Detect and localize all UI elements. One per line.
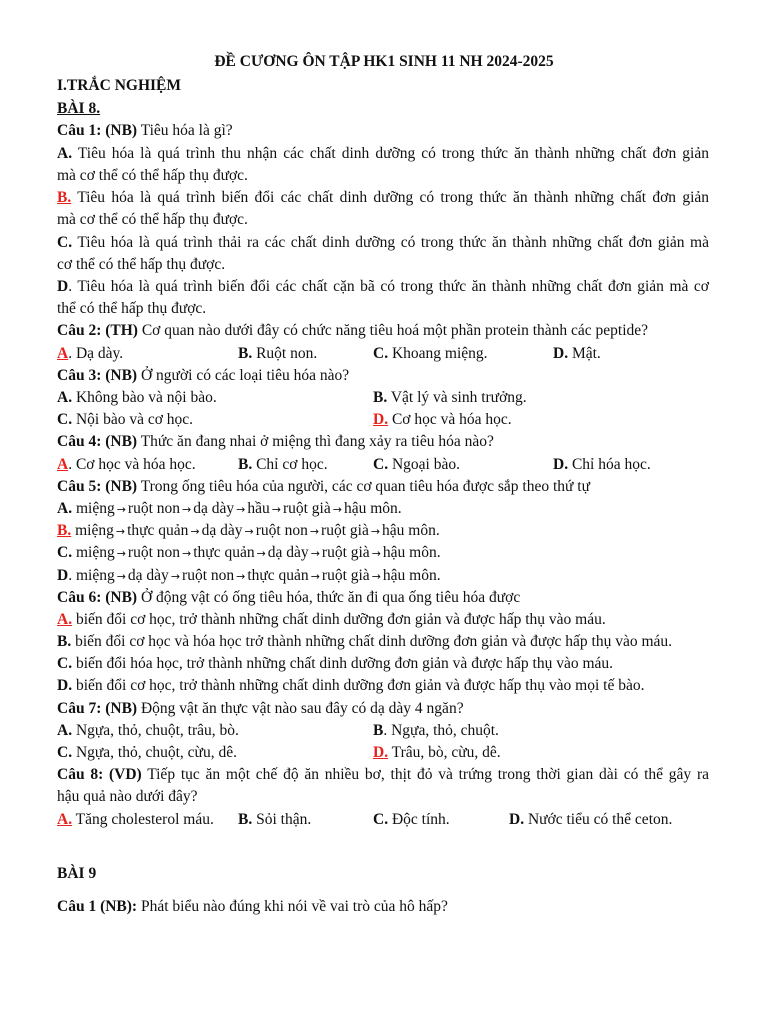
q1-option-d-cont: thể có thể hấp thụ được. bbox=[57, 300, 207, 317]
arrow-icon: → bbox=[370, 525, 381, 538]
arrow-icon: → bbox=[190, 525, 200, 538]
section-heading: I.TRẮC NGHIỆM bbox=[57, 77, 182, 94]
arrow-icon: → bbox=[115, 525, 126, 538]
q1-option-c: C. Tiêu hóa là quá trình thải ra các chất dinh dưỡng có trong thức ăn thành những chất đơn giản mà bbox=[57, 234, 709, 251]
q4-option-b: B. Chỉ cơ học. bbox=[238, 456, 328, 473]
q8-option-d: D. Nước tiểu có thể ceton. bbox=[509, 811, 673, 828]
q2-option-a: A. Dạ dày. bbox=[57, 345, 124, 362]
sequence-item: dạ dày bbox=[127, 567, 169, 584]
arrow-icon: → bbox=[271, 503, 281, 516]
q6-option-b: B. biến đổi cơ học và hóa học trở thành những chất dinh dưỡng đơn giản và được hấp thụ vào máu. bbox=[57, 633, 673, 650]
q5-option-c: C. miệng → ruột non → thực quản → dạ dày → ruột già → hậu môn. bbox=[57, 544, 441, 561]
lesson-9-heading: BÀI 9 bbox=[57, 865, 97, 882]
arrow-icon: → bbox=[182, 547, 192, 560]
sequence-item: hậu môn. bbox=[382, 567, 441, 584]
sequence-item: ruột non bbox=[127, 500, 181, 517]
q7-option-b: B. Ngựa, thỏ, chuột. bbox=[373, 722, 499, 739]
correct-answer-marker: A bbox=[57, 456, 69, 473]
q4-option-a: A. Cơ học và hóa học. bbox=[57, 456, 196, 473]
correct-answer-marker: A bbox=[57, 345, 69, 362]
q6-option-a: A. biến đổi cơ học, trở thành những chất dinh dưỡng đơn giản và được hấp thụ vào máu. bbox=[57, 611, 606, 628]
q7-option-a: A. Ngựa, thỏ, chuột, trâu, bò. bbox=[57, 722, 239, 739]
sequence-item: ruột già bbox=[321, 544, 370, 561]
q5-option-a: A. miệng → ruột non → dạ dày → hầu → ruột già → hậu môn. bbox=[57, 500, 402, 517]
sequence-item: ruột non bbox=[127, 544, 181, 561]
q7-option-d: D. Trâu, bò, cừu, dê. bbox=[373, 744, 501, 761]
sequence-item: thực quản bbox=[127, 522, 189, 539]
correct-answer-marker: A. bbox=[57, 611, 73, 628]
sequence-item: hậu môn. bbox=[343, 500, 402, 517]
arrow-icon: → bbox=[236, 570, 246, 583]
arrow-icon: → bbox=[256, 547, 266, 560]
lesson-9-question-1: Câu 1 (NB): Phát biểu nào đúng khi nói về vai trò của hô hấp? bbox=[57, 898, 448, 915]
q1-option-b: B. Tiêu hóa là quá trình biến đổi các chất dinh dưỡng có trong thức ăn thành những chất đơn giản bbox=[57, 189, 709, 206]
sequence-item: hầu bbox=[247, 500, 270, 517]
sequence-item: ruột già bbox=[321, 522, 369, 539]
sequence-item: miệng bbox=[75, 500, 115, 517]
q8-option-a: A. Tăng cholesterol máu. bbox=[57, 811, 214, 828]
question-8-cont: hậu quả nào dưới đây? bbox=[57, 788, 198, 805]
arrow-icon: → bbox=[371, 547, 381, 560]
question-8: Câu 8: (VD) Tiếp tục ăn một chế độ ăn nhiều bơ, thịt đỏ và trứng trong thời gian dài có thể gây ra bbox=[57, 766, 709, 783]
q6-option-d: D. biến đổi cơ học, trở thành những chất dinh dưỡng đơn giản và được hấp thụ vào mọi tế bào. bbox=[57, 677, 645, 694]
q8-option-b: B. Sỏi thận. bbox=[238, 811, 312, 828]
q4-option-c: C. Ngoại bào. bbox=[373, 456, 460, 473]
sequence-item: hậu môn. bbox=[382, 522, 440, 539]
arrow-icon: → bbox=[332, 503, 342, 516]
q3-option-d: D. Cơ học và hóa học. bbox=[373, 411, 512, 428]
q1-option-b-cont: mà cơ thể có thể hấp thụ được. bbox=[57, 211, 248, 228]
arrow-icon: → bbox=[236, 503, 246, 516]
q5-option-d: D. miệng → dạ dày → ruột non → thực quản → ruột già → hậu môn. bbox=[57, 567, 441, 584]
sequence-item: thực quản bbox=[193, 544, 255, 561]
q1-option-a-cont: mà cơ thể có thể hấp thụ được. bbox=[57, 167, 248, 184]
question-7: Câu 7: (NB) Động vật ăn thực vật nào sau đây có dạ dày 4 ngăn? bbox=[57, 700, 464, 717]
question-4: Câu 4: (NB) Thức ăn đang nhai ở miệng thì đang xảy ra tiêu hóa nào? bbox=[57, 433, 494, 450]
sequence-item: thực quản bbox=[247, 567, 309, 584]
sequence-item: miệng bbox=[75, 544, 115, 561]
arrow-icon: → bbox=[182, 503, 192, 516]
arrow-icon: → bbox=[116, 547, 126, 560]
sequence-item: ruột già bbox=[321, 567, 370, 584]
q7-option-c: C. Ngựa, thỏ, chuột, cừu, dê. bbox=[57, 744, 237, 761]
sequence-item: hậu môn. bbox=[382, 544, 441, 561]
sequence-item: ruột non bbox=[182, 567, 235, 584]
q2-option-b: B. Ruột non. bbox=[238, 345, 318, 362]
sequence-item: dạ dày bbox=[193, 500, 235, 517]
q8-option-c: C. Độc tính. bbox=[373, 811, 450, 828]
q4-option-d: D. Chỉ hóa học. bbox=[553, 456, 651, 473]
arrow-icon: → bbox=[310, 570, 320, 583]
arrow-icon: → bbox=[310, 547, 320, 560]
q1-option-d: D. Tiêu hóa là quá trình biến đổi các chất cặn bã có trong thức ăn thành những chất đơn giản mà cơ bbox=[57, 278, 709, 295]
q1-option-a: A. Tiêu hóa là quá trình thu nhận các chất dinh dưỡng có trong thức ăn thành những chất đơn giản bbox=[57, 145, 709, 162]
question-1: Câu 1: (NB) Tiêu hóa là gì? bbox=[57, 122, 233, 139]
question-5: Câu 5: (NB) Trong ống tiêu hóa của người, các cơ quan tiêu hóa được sắp theo thứ tự bbox=[57, 478, 591, 495]
question-2: Câu 2: (TH) Cơ quan nào dưới đây có chức năng tiêu hoá một phần protein thành các peptide? bbox=[57, 322, 649, 339]
arrow-icon: → bbox=[116, 570, 126, 583]
sequence-item: ruột non bbox=[255, 522, 308, 539]
question-6: Câu 6: (NB) Ở động vật có ống tiêu hóa, thức ăn đi qua ống tiêu hóa được bbox=[57, 589, 521, 606]
correct-answer-marker: D. bbox=[373, 744, 389, 761]
arrow-icon: → bbox=[371, 570, 381, 583]
sequence-item: dạ dày bbox=[267, 544, 309, 561]
q3-option-b: B. Vật lý và sinh trưởng. bbox=[373, 389, 527, 406]
q6-option-c: C. biến đổi hóa học, trở thành những chất dinh dưỡng đơn giản và được hấp thụ vào máu. bbox=[57, 655, 614, 672]
correct-answer-marker: B. bbox=[57, 522, 72, 539]
correct-answer-marker: D. bbox=[373, 411, 389, 428]
q3-option-a: A. Không bào và nội bào. bbox=[57, 389, 217, 406]
arrow-icon: → bbox=[244, 525, 254, 538]
arrow-icon: → bbox=[170, 570, 181, 583]
sequence-item: miệng bbox=[75, 522, 114, 539]
q2-option-d: D. Mật. bbox=[553, 345, 601, 362]
sequence-item: dạ dày bbox=[201, 522, 243, 539]
q2-option-c: C. Khoang miệng. bbox=[373, 345, 488, 362]
document-title: ĐỀ CƯƠNG ÔN TẬP HK1 SINH 11 NH 2024-2025 bbox=[214, 53, 554, 70]
sequence-item: ruột già bbox=[282, 500, 331, 517]
correct-answer-marker: B. bbox=[57, 189, 72, 206]
q3-option-c: C. Nội bào và cơ học. bbox=[57, 411, 194, 428]
q1-option-c-cont: cơ thể có thể hấp thụ được. bbox=[57, 256, 226, 273]
arrow-icon: → bbox=[116, 503, 126, 516]
q5-option-b bbox=[57, 521, 709, 542]
sequence-item: miệng bbox=[75, 567, 115, 584]
correct-answer-marker: A. bbox=[57, 811, 73, 828]
question-3: Câu 3: (NB) Ở người có các loại tiêu hóa nào? bbox=[57, 367, 350, 384]
lesson-8-heading: BÀI 8. bbox=[57, 100, 101, 117]
arrow-icon: → bbox=[309, 525, 320, 538]
